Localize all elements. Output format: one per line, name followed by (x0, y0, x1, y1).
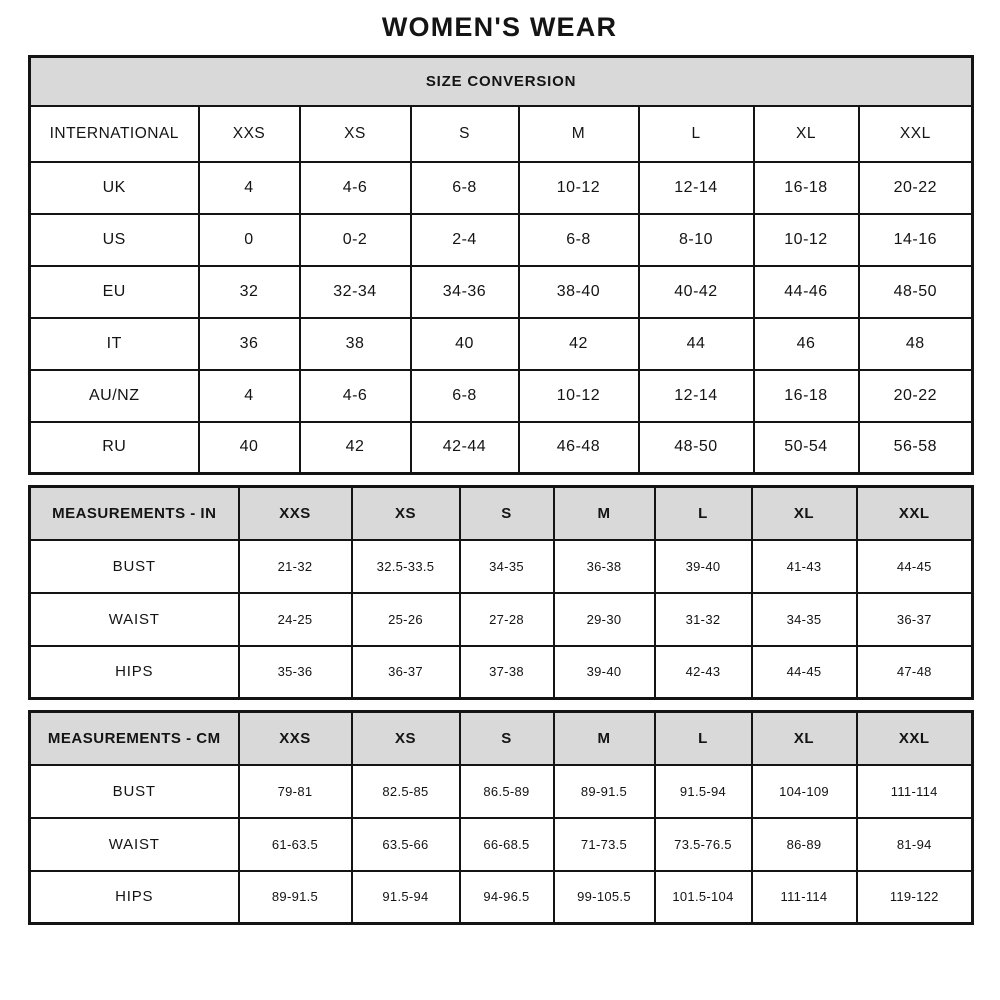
row-label: BUST (30, 765, 239, 818)
value-cell: 40 (411, 318, 519, 370)
value-cell: 39-40 (554, 646, 655, 699)
value-cell: 10-12 (519, 370, 639, 422)
value-cell: 101.5-104 (655, 871, 752, 924)
value-cell: 14-16 (859, 214, 973, 266)
column-header-size: S (411, 106, 519, 162)
column-header-size: XXS (239, 487, 352, 540)
value-cell: 89-91.5 (554, 765, 655, 818)
column-header-size: S (460, 487, 554, 540)
row-label: UK (30, 162, 199, 214)
column-header-size: XS (352, 712, 460, 765)
value-cell: 42 (300, 422, 411, 474)
value-cell: 24-25 (239, 593, 352, 646)
value-cell: 104-109 (752, 765, 857, 818)
measurements-in-body (30, 540, 973, 699)
value-cell: 44 (639, 318, 754, 370)
value-cell: 36-37 (857, 593, 973, 646)
value-cell: 21-32 (239, 540, 352, 593)
size-conversion-body (30, 162, 973, 474)
column-header-size: XXS (239, 712, 352, 765)
value-cell: 25-26 (352, 593, 460, 646)
value-cell: 56-58 (859, 422, 973, 474)
table-row (30, 646, 973, 699)
value-cell: 44-45 (857, 540, 973, 593)
value-cell: 4-6 (300, 370, 411, 422)
row-label: EU (30, 266, 199, 318)
value-cell: 40-42 (639, 266, 754, 318)
table-row (30, 540, 973, 593)
value-cell: 12-14 (639, 162, 754, 214)
row-label: AU/NZ (30, 370, 199, 422)
row-label: WAIST (30, 593, 239, 646)
table-row (30, 871, 973, 924)
column-header-size: M (519, 106, 639, 162)
column-header-size: XL (754, 106, 859, 162)
value-cell: 48-50 (639, 422, 754, 474)
value-cell: 44-45 (752, 646, 857, 699)
measurements-cm-table (28, 710, 974, 925)
row-label: US (30, 214, 199, 266)
column-header-size: XXL (859, 106, 973, 162)
value-cell: 91.5-94 (352, 871, 460, 924)
value-cell: 36-37 (352, 646, 460, 699)
value-cell: 6-8 (411, 162, 519, 214)
value-cell: 42-43 (655, 646, 752, 699)
value-cell: 73.5-76.5 (655, 818, 752, 871)
value-cell: 40 (199, 422, 300, 474)
value-cell: 0-2 (300, 214, 411, 266)
size-conversion-banner-row (30, 57, 973, 106)
value-cell: 32.5-33.5 (352, 540, 460, 593)
column-header-size: L (655, 712, 752, 765)
row-label: WAIST (30, 818, 239, 871)
value-cell: 71-73.5 (554, 818, 655, 871)
column-header-size: XXS (199, 106, 300, 162)
value-cell: 41-43 (752, 540, 857, 593)
value-cell: 34-36 (411, 266, 519, 318)
column-header-size: XXL (857, 712, 973, 765)
value-cell: 29-30 (554, 593, 655, 646)
row-label: IT (30, 318, 199, 370)
column-header-size: XS (300, 106, 411, 162)
value-cell: 38 (300, 318, 411, 370)
size-conversion-banner: SIZE CONVERSION (30, 57, 973, 106)
column-header-label: INTERNATIONAL (30, 106, 199, 162)
value-cell: 89-91.5 (239, 871, 352, 924)
value-cell: 111-114 (857, 765, 973, 818)
value-cell: 6-8 (411, 370, 519, 422)
column-header-label: MEASUREMENTS - CM (30, 712, 239, 765)
size-conversion-columns-row (30, 106, 973, 162)
value-cell: 48-50 (859, 266, 973, 318)
row-label: BUST (30, 540, 239, 593)
measurements-in-table (28, 485, 974, 700)
value-cell: 4 (199, 370, 300, 422)
column-header-size: XS (352, 487, 460, 540)
value-cell: 20-22 (859, 370, 973, 422)
table-row (30, 318, 973, 370)
column-header-size: XXL (857, 487, 973, 540)
value-cell: 46 (754, 318, 859, 370)
value-cell: 36-38 (554, 540, 655, 593)
column-header-size: M (554, 712, 655, 765)
value-cell: 48 (859, 318, 973, 370)
value-cell: 32 (199, 266, 300, 318)
table-row (30, 818, 973, 871)
value-cell: 34-35 (460, 540, 554, 593)
value-cell: 111-114 (752, 871, 857, 924)
column-header-size: L (655, 487, 752, 540)
value-cell: 42-44 (411, 422, 519, 474)
value-cell: 38-40 (519, 266, 639, 318)
table-row (30, 765, 973, 818)
value-cell: 4 (199, 162, 300, 214)
value-cell: 99-105.5 (554, 871, 655, 924)
value-cell: 27-28 (460, 593, 554, 646)
measurements-cm-body (30, 765, 973, 924)
column-header-label: MEASUREMENTS - IN (30, 487, 239, 540)
table-row (30, 162, 973, 214)
value-cell: 66-68.5 (460, 818, 554, 871)
value-cell: 86.5-89 (460, 765, 554, 818)
value-cell: 8-10 (639, 214, 754, 266)
table-row (30, 214, 973, 266)
column-header-size: M (554, 487, 655, 540)
page-title: WOMEN'S WEAR (381, 12, 618, 42)
value-cell: 42 (519, 318, 639, 370)
value-cell: 61-63.5 (239, 818, 352, 871)
value-cell: 39-40 (655, 540, 752, 593)
value-cell: 37-38 (460, 646, 554, 699)
value-cell: 86-89 (752, 818, 857, 871)
value-cell: 20-22 (859, 162, 973, 214)
size-conversion-table (28, 55, 974, 475)
value-cell: 44-46 (754, 266, 859, 318)
value-cell: 0 (199, 214, 300, 266)
table-row (30, 370, 973, 422)
value-cell: 16-18 (754, 162, 859, 214)
value-cell: 35-36 (239, 646, 352, 699)
measurements-cm-header-row (30, 712, 973, 765)
value-cell: 82.5-85 (352, 765, 460, 818)
value-cell: 31-32 (655, 593, 752, 646)
value-cell: 50-54 (754, 422, 859, 474)
column-header-size: XL (752, 487, 857, 540)
value-cell: 94-96.5 (460, 871, 554, 924)
value-cell: 32-34 (300, 266, 411, 318)
value-cell: 12-14 (639, 370, 754, 422)
column-header-size: S (460, 712, 554, 765)
value-cell: 81-94 (857, 818, 973, 871)
measurements-in-header-row (30, 487, 973, 540)
value-cell: 6-8 (519, 214, 639, 266)
value-cell: 79-81 (239, 765, 352, 818)
table-row (30, 422, 973, 474)
value-cell: 47-48 (857, 646, 973, 699)
value-cell: 119-122 (857, 871, 973, 924)
value-cell: 2-4 (411, 214, 519, 266)
value-cell: 34-35 (752, 593, 857, 646)
value-cell: 46-48 (519, 422, 639, 474)
row-label: HIPS (30, 646, 239, 699)
value-cell: 36 (199, 318, 300, 370)
value-cell: 4-6 (300, 162, 411, 214)
column-header-size: L (639, 106, 754, 162)
table-row (30, 266, 973, 318)
value-cell: 10-12 (754, 214, 859, 266)
row-label: HIPS (30, 871, 239, 924)
value-cell: 10-12 (519, 162, 639, 214)
column-header-size: XL (752, 712, 857, 765)
table-row (30, 593, 973, 646)
value-cell: 63.5-66 (352, 818, 460, 871)
row-label: RU (30, 422, 199, 474)
value-cell: 16-18 (754, 370, 859, 422)
value-cell: 91.5-94 (655, 765, 752, 818)
